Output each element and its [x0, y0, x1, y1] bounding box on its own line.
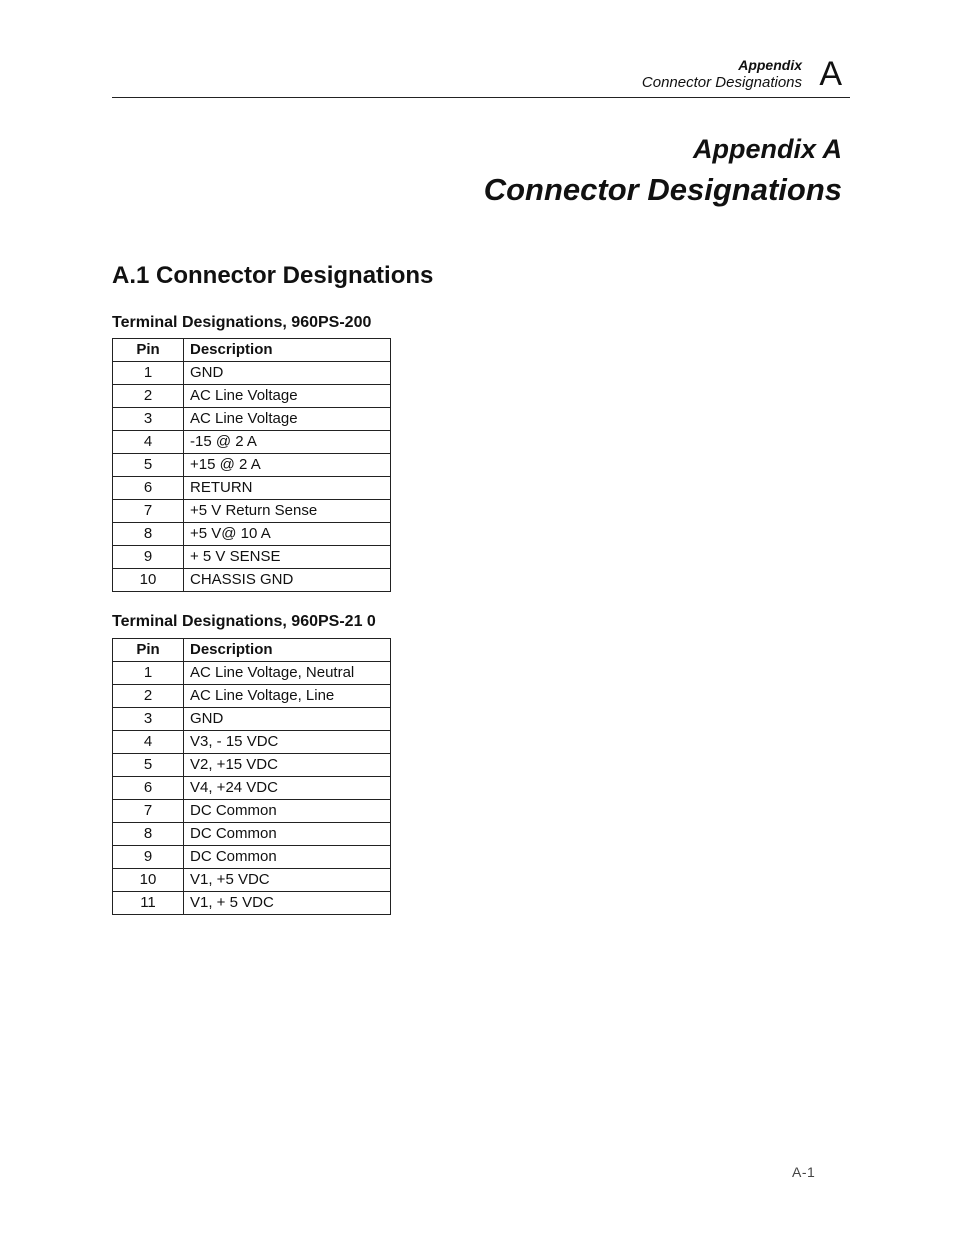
- pin-number-cell: 2: [113, 685, 184, 708]
- table-row: [113, 800, 391, 823]
- column-header-description: Description: [184, 639, 391, 662]
- pin-description-cell: DC Common: [184, 800, 391, 823]
- pin-number-cell: 9: [113, 546, 184, 569]
- table-row: [113, 823, 391, 846]
- pin-description-cell: +5 V Return Sense: [184, 500, 391, 523]
- pin-number-cell: 4: [113, 731, 184, 754]
- pin-description-cell: -15 @ 2 A: [184, 431, 391, 454]
- pin-description-cell: AC Line Voltage, Neutral: [184, 662, 391, 685]
- pin-number-cell: 3: [113, 708, 184, 731]
- table-caption-960ps-210: Terminal Designations, 960PS-21 0: [112, 613, 376, 630]
- pin-description-cell: GND: [184, 708, 391, 731]
- pin-description-cell: DC Common: [184, 846, 391, 869]
- pin-description-cell: V1, + 5 VDC: [184, 892, 391, 915]
- page-number: A-1: [792, 1164, 816, 1180]
- column-header-pin: Pin: [113, 339, 184, 362]
- pin-number-cell: 6: [113, 777, 184, 800]
- running-header: [112, 52, 850, 98]
- table-row: [113, 523, 391, 546]
- table-row: [113, 569, 391, 592]
- pin-number-cell: 1: [113, 362, 184, 385]
- table-caption-960ps-200: Terminal Designations, 960PS-200: [112, 314, 372, 331]
- table-row: [113, 708, 391, 731]
- pin-number-cell: 4: [113, 431, 184, 454]
- running-header-title: Connector Designations: [641, 74, 802, 91]
- table-row: [113, 431, 391, 454]
- pin-number-cell: 3: [113, 408, 184, 431]
- pin-number-cell: 7: [113, 800, 184, 823]
- running-header-section: Appendix: [738, 57, 802, 73]
- pin-number-cell: 10: [113, 569, 184, 592]
- pin-description-cell: + 5 V SENSE: [184, 546, 391, 569]
- chapter-heading: [484, 130, 842, 212]
- appendix-letter: A: [819, 55, 842, 93]
- chapter-kicker: Appendix A: [692, 134, 842, 164]
- pin-description-cell: AC Line Voltage, Line: [184, 685, 391, 708]
- table-row: [113, 892, 391, 915]
- pin-table-960ps-200: [112, 338, 391, 592]
- table-row: [113, 546, 391, 569]
- pin-number-cell: 5: [113, 754, 184, 777]
- pin-number-cell: 2: [113, 385, 184, 408]
- table-row: [113, 846, 391, 869]
- table-row: [113, 662, 391, 685]
- section-title: A.1 Connector Designations: [112, 262, 434, 289]
- pin-number-cell: 8: [113, 523, 184, 546]
- pin-number-cell: 1: [113, 662, 184, 685]
- pin-number-cell: 11: [113, 892, 184, 915]
- table-row: [113, 408, 391, 431]
- pin-description-cell: +15 @ 2 A: [184, 454, 391, 477]
- pin-number-cell: 10: [113, 869, 184, 892]
- pin-description-cell: V1, +5 VDC: [184, 869, 391, 892]
- column-header-description: Description: [184, 339, 391, 362]
- table-row: [113, 500, 391, 523]
- table-row: [113, 777, 391, 800]
- pin-number-cell: 9: [113, 846, 184, 869]
- chapter-title: Connector Designations: [483, 172, 842, 207]
- pin-number-cell: 7: [113, 500, 184, 523]
- running-header-text: [642, 56, 802, 92]
- table-row: [113, 685, 391, 708]
- pin-description-cell: AC Line Voltage: [184, 385, 391, 408]
- pin-description-cell: AC Line Voltage: [184, 408, 391, 431]
- table-row: [113, 731, 391, 754]
- pin-description-cell: V2, +15 VDC: [184, 754, 391, 777]
- table-row: [113, 454, 391, 477]
- pin-number-cell: 6: [113, 477, 184, 500]
- table-header-row: [113, 639, 391, 662]
- pin-description-cell: DC Common: [184, 823, 391, 846]
- pin-description-cell: V3, - 15 VDC: [184, 731, 391, 754]
- table-row: [113, 869, 391, 892]
- pin-description-cell: GND: [184, 362, 391, 385]
- column-header-pin: Pin: [113, 639, 184, 662]
- table-header-row: [113, 339, 391, 362]
- pin-description-cell: V4, +24 VDC: [184, 777, 391, 800]
- pin-number-cell: 8: [113, 823, 184, 846]
- pin-table-960ps-210: [112, 638, 391, 915]
- table-row: [113, 754, 391, 777]
- pin-description-cell: RETURN: [184, 477, 391, 500]
- table-row: [113, 362, 391, 385]
- table-row: [113, 385, 391, 408]
- pin-description-cell: CHASSIS GND: [184, 569, 391, 592]
- pin-number-cell: 5: [113, 454, 184, 477]
- table-row: [113, 477, 391, 500]
- pin-description-cell: +5 V@ 10 A: [184, 523, 391, 546]
